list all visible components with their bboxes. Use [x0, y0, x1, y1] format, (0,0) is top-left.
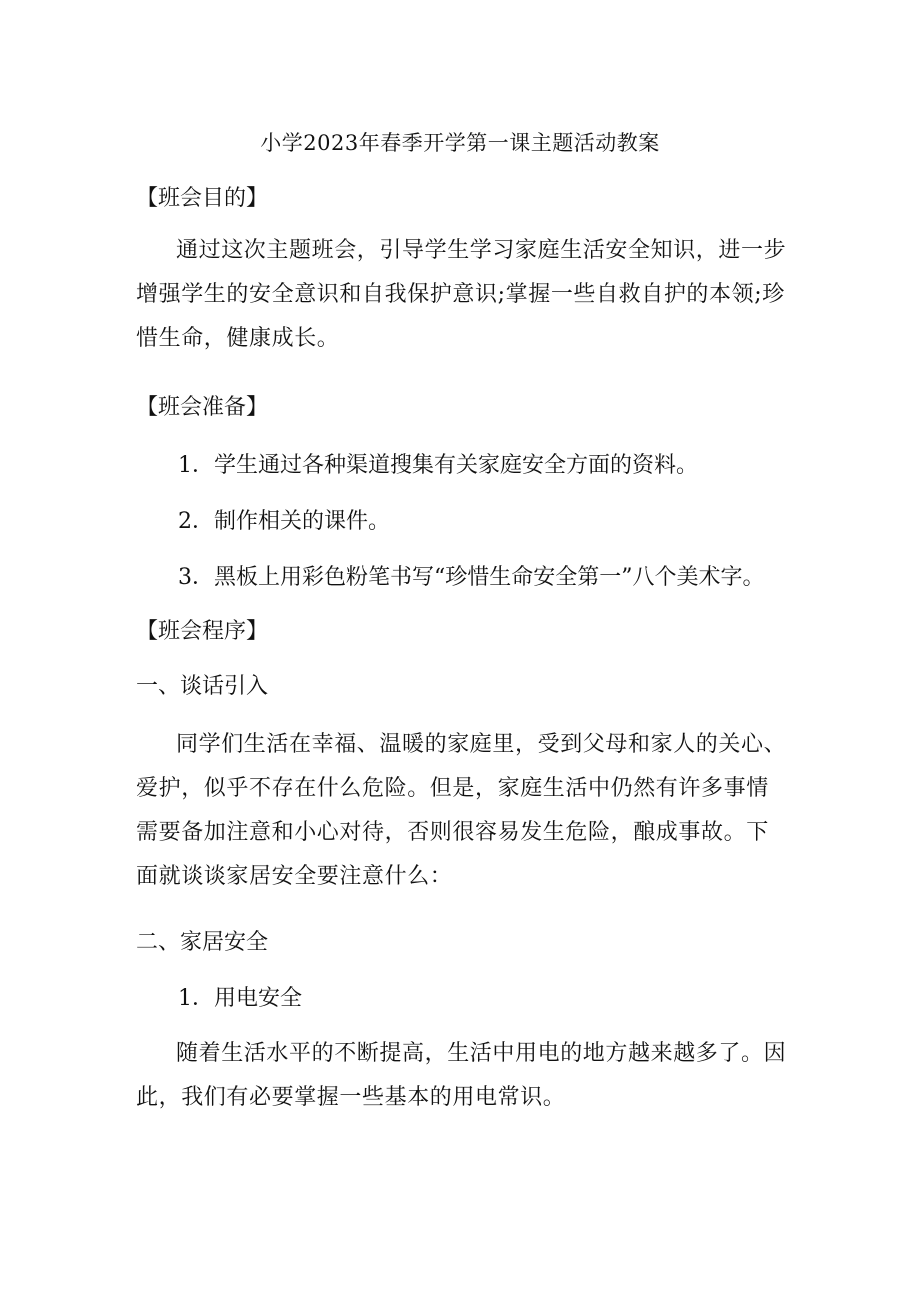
purpose-text: 通过这次主题班会，引导学生学习家庭生活安全知识，进一步增强学生的安全意识和自我保护意识;掌握一些自救自护的本领;珍惜生命，健康成长。 [136, 238, 787, 351]
prep-heading: 【班会准备】 [136, 395, 269, 420]
section2-heading: 二、家居安全 [136, 930, 269, 955]
section1-text: 同学们生活在幸福、温暖的家庭里，受到父母和家人的关心、爱护，似乎不存在什么危险。但是，家庭生活中仍然有许多事情需要备加注意和小心对待，否则很容易发生危险，酿成事故。下面就谈谈家居安全要注意什么： [136, 732, 787, 889]
section1-heading: 一、谈话引入 [136, 674, 269, 699]
procedure-heading: 【班会程序】 [136, 619, 269, 644]
section2-paragraph [136, 1032, 791, 1120]
prep-item-1: 1．学生通过各种渠道搜集有关家庭安全方面的资料。 [178, 453, 698, 478]
section2-text: 随着生活水平的不断提高，生活中用电的地方越来越多了。因此，我们有必要掌握一些基本的用电常识。 [136, 1041, 787, 1110]
prep-item-2: 2．制作相关的课件。 [178, 509, 390, 534]
section1-paragraph [136, 723, 791, 899]
prep-item-3: 3．黑板上用彩色粉笔书写“珍惜生命安全第一”八个美术字。 [178, 565, 765, 590]
document-title: 小学2023年春季开学第一课主题活动教案 [260, 131, 660, 155]
section2-item-1: 1．用电安全 [178, 986, 302, 1011]
purpose-heading: 【班会目的】 [136, 186, 269, 211]
purpose-paragraph [136, 229, 791, 361]
